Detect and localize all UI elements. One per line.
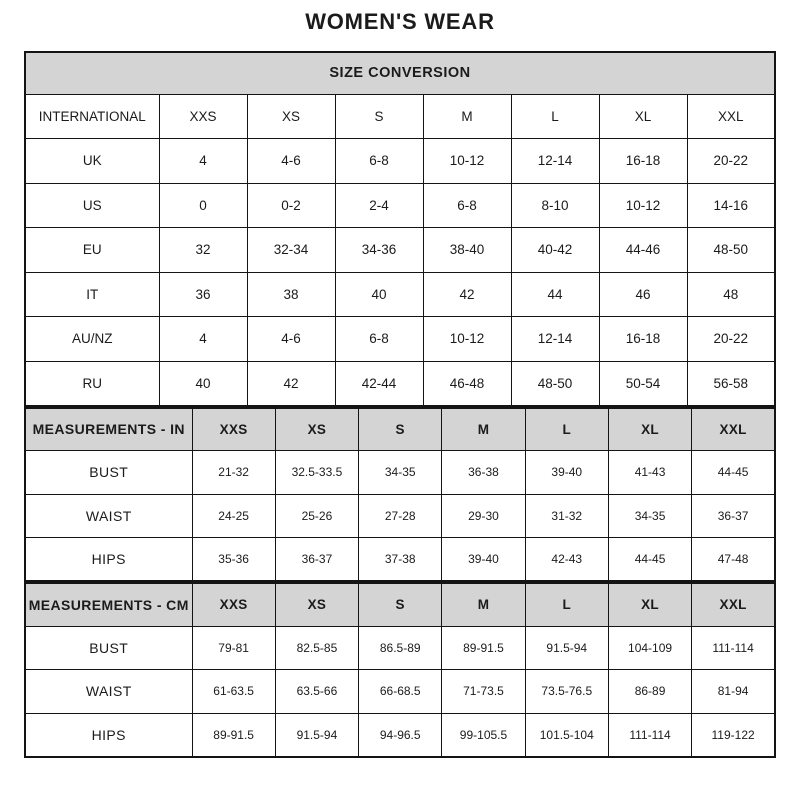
row-label: US xyxy=(25,183,159,228)
size-header-cell: XL xyxy=(608,583,691,626)
value-cell: 32.5-33.5 xyxy=(275,451,358,495)
row-label: HIPS xyxy=(25,713,192,757)
value-cell: 32 xyxy=(159,228,247,273)
value-cell: 24-25 xyxy=(192,494,275,538)
table-row xyxy=(25,670,775,714)
table-row xyxy=(25,626,775,670)
page-title: WOMEN'S WEAR xyxy=(305,9,495,34)
value-cell: 10-12 xyxy=(599,183,687,228)
value-cell: 10-12 xyxy=(423,317,511,362)
table-row xyxy=(25,713,775,757)
size-conversion-banner-title: SIZE CONVERSION xyxy=(25,52,775,94)
value-cell: 86.5-89 xyxy=(359,626,442,670)
value-cell: 44-45 xyxy=(692,451,775,495)
value-cell: 40-42 xyxy=(511,228,599,273)
value-cell: 81-94 xyxy=(692,670,775,714)
value-cell: 14-16 xyxy=(687,183,775,228)
value-cell: 47-48 xyxy=(692,538,775,582)
value-cell: 42-43 xyxy=(525,538,608,582)
value-cell: 4-6 xyxy=(247,317,335,362)
size-conversion-banner-row xyxy=(25,52,775,94)
size-header-cell: L xyxy=(511,94,599,139)
value-cell: 42 xyxy=(423,272,511,317)
row-label: BUST xyxy=(25,626,192,670)
row-label: RU xyxy=(25,361,159,406)
value-cell: 48-50 xyxy=(511,361,599,406)
row-label: WAIST xyxy=(25,494,192,538)
row-label: BUST xyxy=(25,451,192,495)
value-cell: 16-18 xyxy=(599,317,687,362)
value-cell: 46 xyxy=(599,272,687,317)
value-cell: 29-30 xyxy=(442,494,525,538)
header-label-cell: INTERNATIONAL xyxy=(25,94,159,139)
row-label: WAIST xyxy=(25,670,192,714)
value-cell: 94-96.5 xyxy=(359,713,442,757)
value-cell: 48 xyxy=(687,272,775,317)
row-label: EU xyxy=(25,228,159,273)
value-cell: 21-32 xyxy=(192,451,275,495)
value-cell: 27-28 xyxy=(359,494,442,538)
value-cell: 82.5-85 xyxy=(275,626,358,670)
value-cell: 89-91.5 xyxy=(192,713,275,757)
value-cell: 38-40 xyxy=(423,228,511,273)
value-cell: 44-45 xyxy=(608,538,691,582)
value-cell: 111-114 xyxy=(608,713,691,757)
row-label: HIPS xyxy=(25,538,192,582)
value-cell: 61-63.5 xyxy=(192,670,275,714)
value-cell: 8-10 xyxy=(511,183,599,228)
size-header-cell: XS xyxy=(275,408,358,451)
value-cell: 12-14 xyxy=(511,139,599,184)
value-cell: 32-34 xyxy=(247,228,335,273)
value-cell: 20-22 xyxy=(687,139,775,184)
value-cell: 34-35 xyxy=(359,451,442,495)
header-label-cell: MEASUREMENTS - CM xyxy=(25,583,192,626)
value-cell: 66-68.5 xyxy=(359,670,442,714)
value-cell: 50-54 xyxy=(599,361,687,406)
value-cell: 39-40 xyxy=(525,451,608,495)
value-cell: 4 xyxy=(159,139,247,184)
value-cell: 91.5-94 xyxy=(525,626,608,670)
size-header-cell: L xyxy=(525,583,608,626)
table-row xyxy=(25,538,775,582)
value-cell: 41-43 xyxy=(608,451,691,495)
size-conversion-header-row xyxy=(25,94,775,139)
value-cell: 2-4 xyxy=(335,183,423,228)
table-row xyxy=(25,272,775,317)
value-cell: 44 xyxy=(511,272,599,317)
value-cell: 71-73.5 xyxy=(442,670,525,714)
value-cell: 104-109 xyxy=(608,626,691,670)
size-header-cell: XXS xyxy=(159,94,247,139)
table-row xyxy=(25,361,775,406)
value-cell: 36-37 xyxy=(275,538,358,582)
value-cell: 99-105.5 xyxy=(442,713,525,757)
table-row xyxy=(25,317,775,362)
size-header-cell: XXL xyxy=(692,583,775,626)
value-cell: 36-37 xyxy=(692,494,775,538)
value-cell: 42 xyxy=(247,361,335,406)
table-row xyxy=(25,228,775,273)
size-header-cell: M xyxy=(442,583,525,626)
size-header-cell: XXS xyxy=(192,583,275,626)
size-header-cell: XS xyxy=(247,94,335,139)
value-cell: 6-8 xyxy=(335,317,423,362)
size-conversion-table xyxy=(24,51,776,407)
row-label: UK xyxy=(25,139,159,184)
measurements-in-table xyxy=(24,407,776,583)
value-cell: 40 xyxy=(159,361,247,406)
size-header-cell: XXL xyxy=(687,94,775,139)
value-cell: 79-81 xyxy=(192,626,275,670)
measurements-in-header-row xyxy=(25,408,775,451)
value-cell: 12-14 xyxy=(511,317,599,362)
value-cell: 44-46 xyxy=(599,228,687,273)
value-cell: 10-12 xyxy=(423,139,511,184)
size-header-cell: M xyxy=(442,408,525,451)
value-cell: 42-44 xyxy=(335,361,423,406)
value-cell: 31-32 xyxy=(525,494,608,538)
measurements-cm-header-row xyxy=(25,583,775,626)
value-cell: 63.5-66 xyxy=(275,670,358,714)
size-header-cell: S xyxy=(359,583,442,626)
value-cell: 38 xyxy=(247,272,335,317)
value-cell: 37-38 xyxy=(359,538,442,582)
size-header-cell: S xyxy=(335,94,423,139)
value-cell: 35-36 xyxy=(192,538,275,582)
value-cell: 40 xyxy=(335,272,423,317)
value-cell: 91.5-94 xyxy=(275,713,358,757)
value-cell: 0-2 xyxy=(247,183,335,228)
value-cell: 36-38 xyxy=(442,451,525,495)
table-row xyxy=(25,451,775,495)
value-cell: 0 xyxy=(159,183,247,228)
size-header-cell: M xyxy=(423,94,511,139)
value-cell: 6-8 xyxy=(423,183,511,228)
value-cell: 4-6 xyxy=(247,139,335,184)
measurements-cm-table xyxy=(24,582,776,758)
value-cell: 48-50 xyxy=(687,228,775,273)
value-cell: 20-22 xyxy=(687,317,775,362)
value-cell: 36 xyxy=(159,272,247,317)
value-cell: 16-18 xyxy=(599,139,687,184)
size-header-cell: XL xyxy=(608,408,691,451)
value-cell: 111-114 xyxy=(692,626,775,670)
value-cell: 73.5-76.5 xyxy=(525,670,608,714)
value-cell: 34-35 xyxy=(608,494,691,538)
table-row xyxy=(25,139,775,184)
header-label-cell: MEASUREMENTS - IN xyxy=(25,408,192,451)
table-row xyxy=(25,494,775,538)
value-cell: 6-8 xyxy=(335,139,423,184)
value-cell: 46-48 xyxy=(423,361,511,406)
value-cell: 86-89 xyxy=(608,670,691,714)
size-header-cell: XL xyxy=(599,94,687,139)
value-cell: 25-26 xyxy=(275,494,358,538)
size-header-cell: XXL xyxy=(692,408,775,451)
row-label: IT xyxy=(25,272,159,317)
value-cell: 34-36 xyxy=(335,228,423,273)
size-header-cell: XS xyxy=(275,583,358,626)
value-cell: 89-91.5 xyxy=(442,626,525,670)
row-label: AU/NZ xyxy=(25,317,159,362)
value-cell: 39-40 xyxy=(442,538,525,582)
value-cell: 101.5-104 xyxy=(525,713,608,757)
size-header-cell: L xyxy=(525,408,608,451)
size-header-cell: S xyxy=(359,408,442,451)
table-row xyxy=(25,183,775,228)
value-cell: 119-122 xyxy=(692,713,775,757)
value-cell: 56-58 xyxy=(687,361,775,406)
value-cell: 4 xyxy=(159,317,247,362)
size-header-cell: XXS xyxy=(192,408,275,451)
